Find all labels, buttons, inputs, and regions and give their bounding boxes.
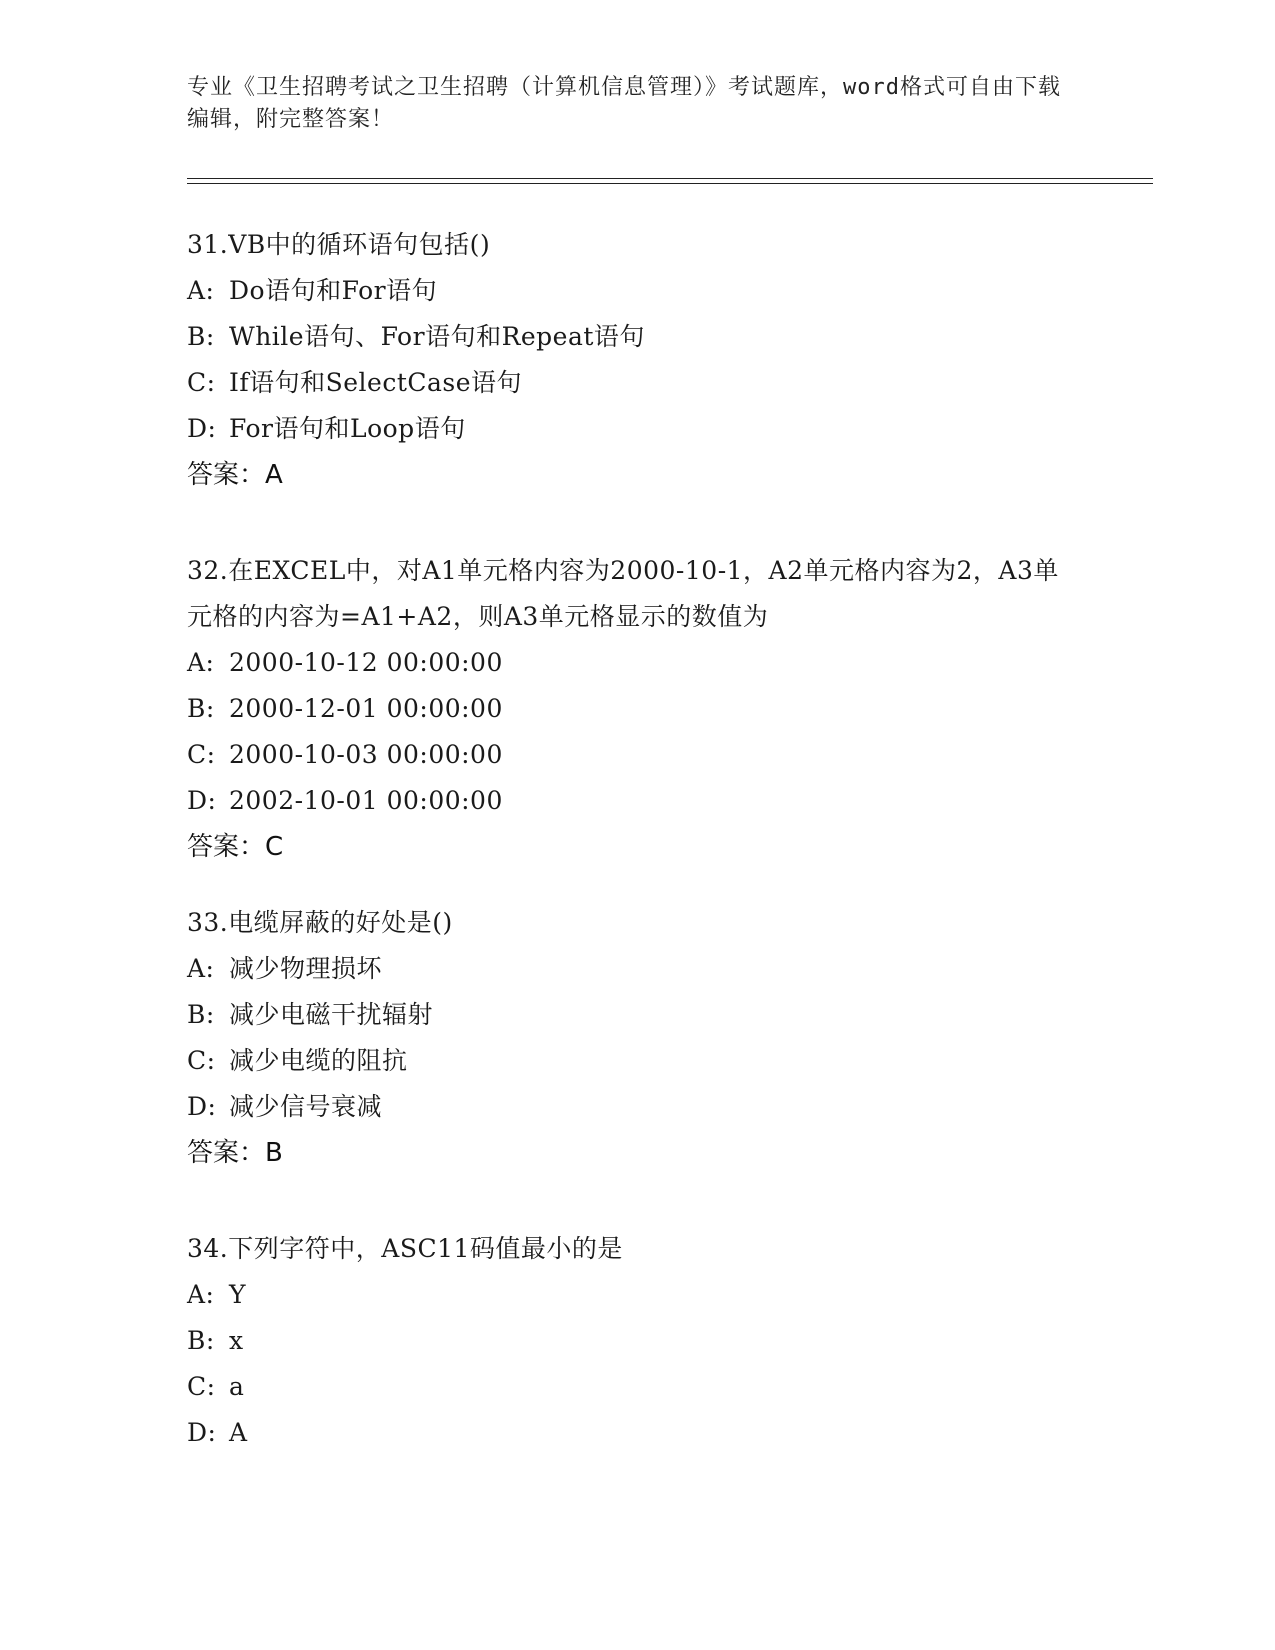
option-label: B: <box>187 694 215 723</box>
answer: 答案：A <box>187 460 283 490</box>
question-32 <box>187 548 1067 870</box>
option-b <box>187 992 1087 1038</box>
option-c <box>187 1038 1087 1084</box>
option-text: 2000-10-03 00:00:00 <box>229 740 503 769</box>
option-text: 减少电缆的阻抗 <box>229 1046 408 1075</box>
option-label: C: <box>187 740 216 769</box>
option-a <box>187 640 1067 686</box>
question-title: 33.电缆屏蔽的好处是() <box>187 908 453 937</box>
option-b <box>187 1318 1087 1364</box>
option-label: B: <box>187 1326 215 1355</box>
option-d <box>187 1410 1087 1456</box>
option-label: B: <box>187 1000 215 1029</box>
option-d <box>187 778 1067 824</box>
answer: 答案：B <box>187 1138 283 1168</box>
option-label: A: <box>187 276 215 305</box>
option-text: 2000-12-01 00:00:00 <box>229 694 503 723</box>
option-label: D: <box>187 414 217 443</box>
option-label: C: <box>187 1046 216 1075</box>
question-title: 32.在EXCEL中，对A1单元格内容为2000-10-1，A2单元格内容为2，A3单元格的内容为=A1+A2，则A3单元格显示的数值为 <box>187 556 1059 631</box>
option-text: A <box>229 1418 248 1447</box>
option-text: If语句和SelectCase语句 <box>229 368 523 397</box>
option-b <box>187 314 1087 360</box>
option-text: Y <box>229 1280 247 1309</box>
option-label: D: <box>187 786 217 815</box>
option-c <box>187 360 1087 406</box>
option-text: a <box>229 1372 245 1401</box>
option-c <box>187 732 1067 778</box>
option-c <box>187 1364 1087 1410</box>
answer: 答案：C <box>187 832 284 862</box>
option-text: Do语句和For语句 <box>229 276 438 305</box>
option-label: D: <box>187 1418 217 1447</box>
option-label: A: <box>187 954 215 983</box>
header-divider-bottom <box>187 183 1153 184</box>
question-title: 31.VB中的循环语句包括() <box>187 230 491 259</box>
option-label: C: <box>187 1372 216 1401</box>
option-a <box>187 946 1087 992</box>
option-label: B: <box>187 322 215 351</box>
header-divider-top <box>187 178 1153 179</box>
option-label: D: <box>187 1092 217 1121</box>
option-text: 2002-10-01 00:00:00 <box>229 786 503 815</box>
document-header: 专业《卫生招聘考试之卫生招聘（计算机信息管理）》考试题库，word格式可自由下载编辑，附完整答案！ <box>187 75 1061 132</box>
question-33 <box>187 900 1087 1176</box>
option-a <box>187 268 1087 314</box>
option-text: For语句和Loop语句 <box>229 414 466 443</box>
option-label: A: <box>187 648 215 677</box>
option-label: A: <box>187 1280 215 1309</box>
option-text: x <box>229 1326 244 1355</box>
option-text: 减少物理损坏 <box>229 954 383 983</box>
option-b <box>187 686 1067 732</box>
question-title: 34.下列字符中，ASC11码值最小的是 <box>187 1234 623 1263</box>
question-34 <box>187 1226 1087 1456</box>
option-text: While语句、For语句和Repeat语句 <box>229 322 645 351</box>
option-d <box>187 406 1087 452</box>
option-text: 2000-10-12 00:00:00 <box>229 648 503 677</box>
option-d <box>187 1084 1087 1130</box>
option-text: 减少电磁干扰辐射 <box>229 1000 434 1029</box>
option-a <box>187 1272 1087 1318</box>
option-text: 减少信号衰减 <box>229 1092 383 1121</box>
question-31 <box>187 222 1087 498</box>
option-label: C: <box>187 368 216 397</box>
